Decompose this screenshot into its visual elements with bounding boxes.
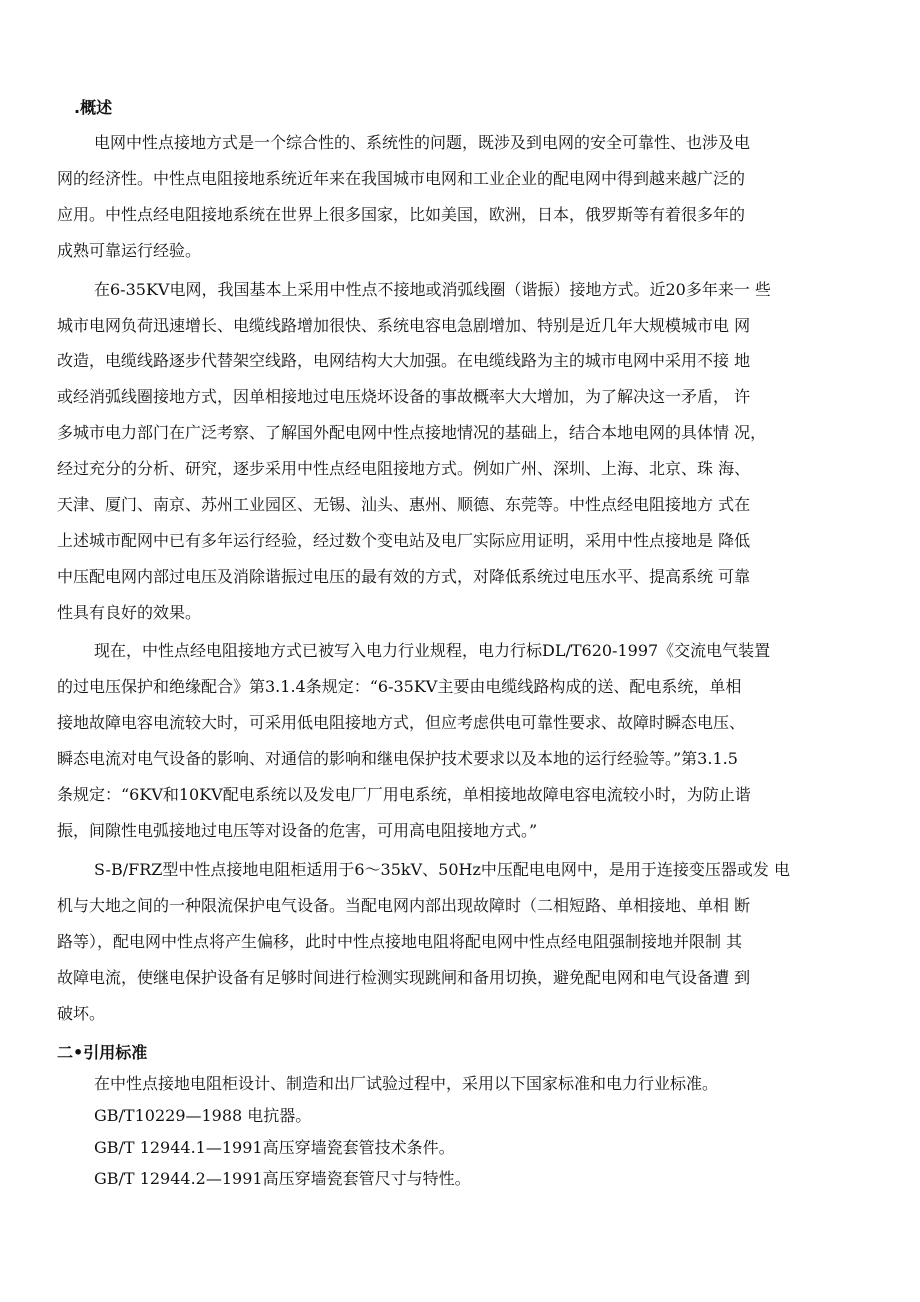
text-line: 机与大地之间的一种限流保护电气设备。当配电网内部出现故障时（二相短路、单相接地、单相 断: [57, 896, 751, 915]
text-line: 性具有良好的效果。: [57, 603, 202, 622]
text-line: 成熟可靠运行经验。: [57, 241, 202, 260]
text-line: 城市电网负荷迅速增长、电缆线路增加很快、系统电容电急剧增加、特别是近几年大规模城市电 网: [57, 316, 751, 335]
text-line: 中压配电网内部过电压及消除谐振过电压的最有效的方式，对降低系统过电压水平、提高系统 可靠: [57, 567, 751, 586]
text-line: 振，间隙性电弧接地过电压等对设备的危害，可用高电阻接地方式。”: [57, 821, 538, 840]
standard-item: GB/T 12944.2—1991高压穿墙瓷套管尺寸与特性。: [94, 1169, 471, 1188]
text-line: 改造，电缆线路逐步代替架空线路，电网结构大大加强。在电缆线路为主的城市电网中采用不接 地: [57, 351, 751, 370]
text-line: 破坏。: [57, 1004, 106, 1023]
text-line: S-B/FRZ型中性点接地电阻柜适用于6〜35kV、50Hz中压配电电网中，是用于连接变压器或发 电: [94, 860, 790, 879]
text-line: 在6-35KV电网，我国基本上采用中性点不接地或消弧线圈（谐振）接地方式。近20多年来一 些: [94, 280, 771, 299]
text-line: 现在，中性点经电阻接地方式已被写入电力行业规程，电力行标DL/T620-1997《交流电气装置: [94, 641, 771, 660]
text-line: 路等），配电网中性点将产生偏移，此时中性点接地电阻将配电网中性点经电阻强制接地并限制 其: [57, 932, 743, 951]
text-line: 或经消弧线圈接地方式，因单相接地过电压烧坏设备的事故概率大大增加，为了解决这一矛盾， 许: [57, 387, 751, 406]
text-line: 接地故障电容电流较大时，可采用低电阻接地方式，但应考虑供电可靠性要求、故障时瞬态电压、: [57, 713, 746, 732]
section-heading-standards: 二•引用标准: [57, 1043, 148, 1062]
text-line: 应用。中性点经电阻接地系统在世界上很多国家，比如美国，欧洲，日本，俄罗斯等有着很多年的: [57, 205, 746, 224]
text-line: 的过电压保护和绝缘配合》第3.1.4条规定：“6-35KV主要由电缆线路构成的送、配电系统，单相: [57, 677, 742, 696]
text-line: 网的经济性。中性点电阻接地系统近年来在我国城市电网和工业企业的配电网中得到越来越广泛的: [57, 169, 746, 188]
text-line: 多城市电力部门在广泛考察、了解国外配电网中性点接地情况的基础上，结合本地电网的具体情 况，: [57, 423, 767, 442]
text-line: 天津、厦门、南京、苏州工业园区、无锡、汕头、惠州、顺德、东莞等。中性点经电阻接地方 式在: [57, 495, 751, 514]
text-line: 经过充分的分析、研究，逐步采用中性点经电阻接地方式。例如广州、深圳、上海、北京、珠 海、: [57, 459, 751, 478]
standard-item: GB/T 12944.1—1991高压穿墙瓷套管技术条件。: [94, 1138, 455, 1157]
text-line: 故障电流，使继电保护设备有足够时间进行检测实现跳闸和备用切换，避免配电网和电气设备遭 到: [57, 968, 751, 987]
standard-item: GB/T10229—1988 电抗器。: [94, 1106, 312, 1125]
text-line: 上述城市配网中已有多年运行经验，经过数个变电站及电厂实际应用证明，采用中性点接地是 降低: [57, 531, 751, 550]
text-line: 条规定：“6KV和10KV配电系统以及发电厂厂用电系统，单相接地故障电容电流较小时，为防止谐: [57, 785, 751, 804]
section-heading-overview: .概述: [74, 98, 113, 117]
text-line: 电网中性点接地方式是一个综合性的、系统性的问题，既涉及到电网的安全可靠性、也涉及电: [94, 133, 751, 152]
standards-intro: 在中性点接地电阻柜设计、制造和出厂试验过程中，采用以下国家标准和电力行业标准。: [94, 1074, 719, 1093]
text-line: 瞬态电流对电气设备的影响、对通信的影响和继电保护技术要求以及本地的运行经验等。”第3.1.5: [57, 749, 738, 768]
